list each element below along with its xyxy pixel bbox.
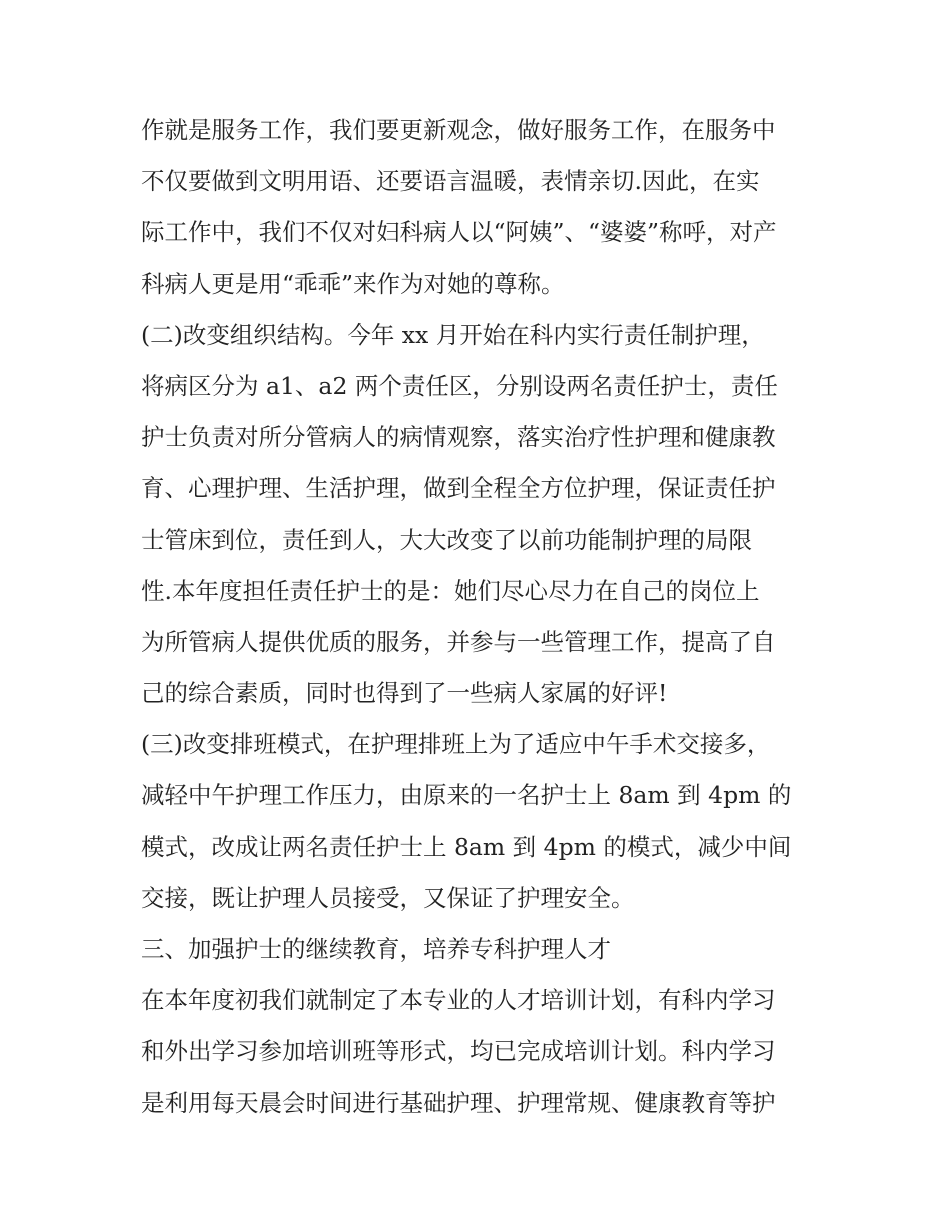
text-line: 己的综合素质，同时也得到了一些病人家属的好评! bbox=[141, 679, 668, 708]
text-line: 减轻中午护理工作压力，由原来的一名护士上 8am 到 4pm 的 bbox=[141, 781, 792, 810]
text-line: 护士负责对所分管病人的病情观察，落实治疗性护理和健康教 bbox=[141, 423, 776, 452]
text-line: 在本年度初我们就制定了本专业的人才培训计划，有科内学习 bbox=[141, 986, 776, 1015]
text-line: (三)改变排班模式，在护理排班上为了适应中午手术交接多， bbox=[141, 730, 771, 759]
text-line: 是利用每天晨会时间进行基础护理、护理常规、健康教育等护 bbox=[141, 1088, 776, 1117]
document-body bbox=[141, 110, 821, 1134]
section-heading: 三、加强护士的继续教育，培养专科护理人才 bbox=[141, 935, 611, 963]
text-line: 育、心理护理、生活护理，做到全程全方位护理，保证责任护 bbox=[141, 474, 776, 503]
text-line: 科病人更是用“乖乖”来作为对她的尊称。 bbox=[141, 269, 565, 298]
text-line: 和外出学习参加培训班等形式，均已完成培训计划。科内学习 bbox=[141, 1037, 776, 1066]
text-line: 士管床到位，责任到人，大大改变了以前功能制护理的局限 bbox=[141, 525, 752, 554]
text-line: 交接，既让护理人员接受，又保证了护理安全。 bbox=[141, 883, 635, 912]
text-line: 性.本年度担任责任护士的是：她们尽心尽力在自己的岗位上 bbox=[141, 576, 760, 605]
text-line: (二)改变组织结构。今年 xx 月开始在科内实行责任制护理， bbox=[141, 320, 765, 349]
text-line: 将病区分为 a1、a2 两个责任区，分别设两名责任护士，责任 bbox=[141, 371, 778, 400]
text-line: 不仅要做到文明用语、还要语言温暖，表情亲切.因此，在实 bbox=[141, 167, 760, 196]
text-line: 模式，改成让两名责任护士上 8am 到 4pm 的模式，减少中间 bbox=[141, 832, 792, 861]
text-line: 为所管病人提供优质的服务，并参与一些管理工作，提高了自 bbox=[141, 627, 776, 656]
text-line: 际工作中，我们不仅对妇科病人以“阿姨”、“婆婆”称呼，对产 bbox=[141, 218, 777, 247]
text-line: 作就是服务工作，我们要更新观念，做好服务工作，在服务中 bbox=[141, 116, 776, 144]
